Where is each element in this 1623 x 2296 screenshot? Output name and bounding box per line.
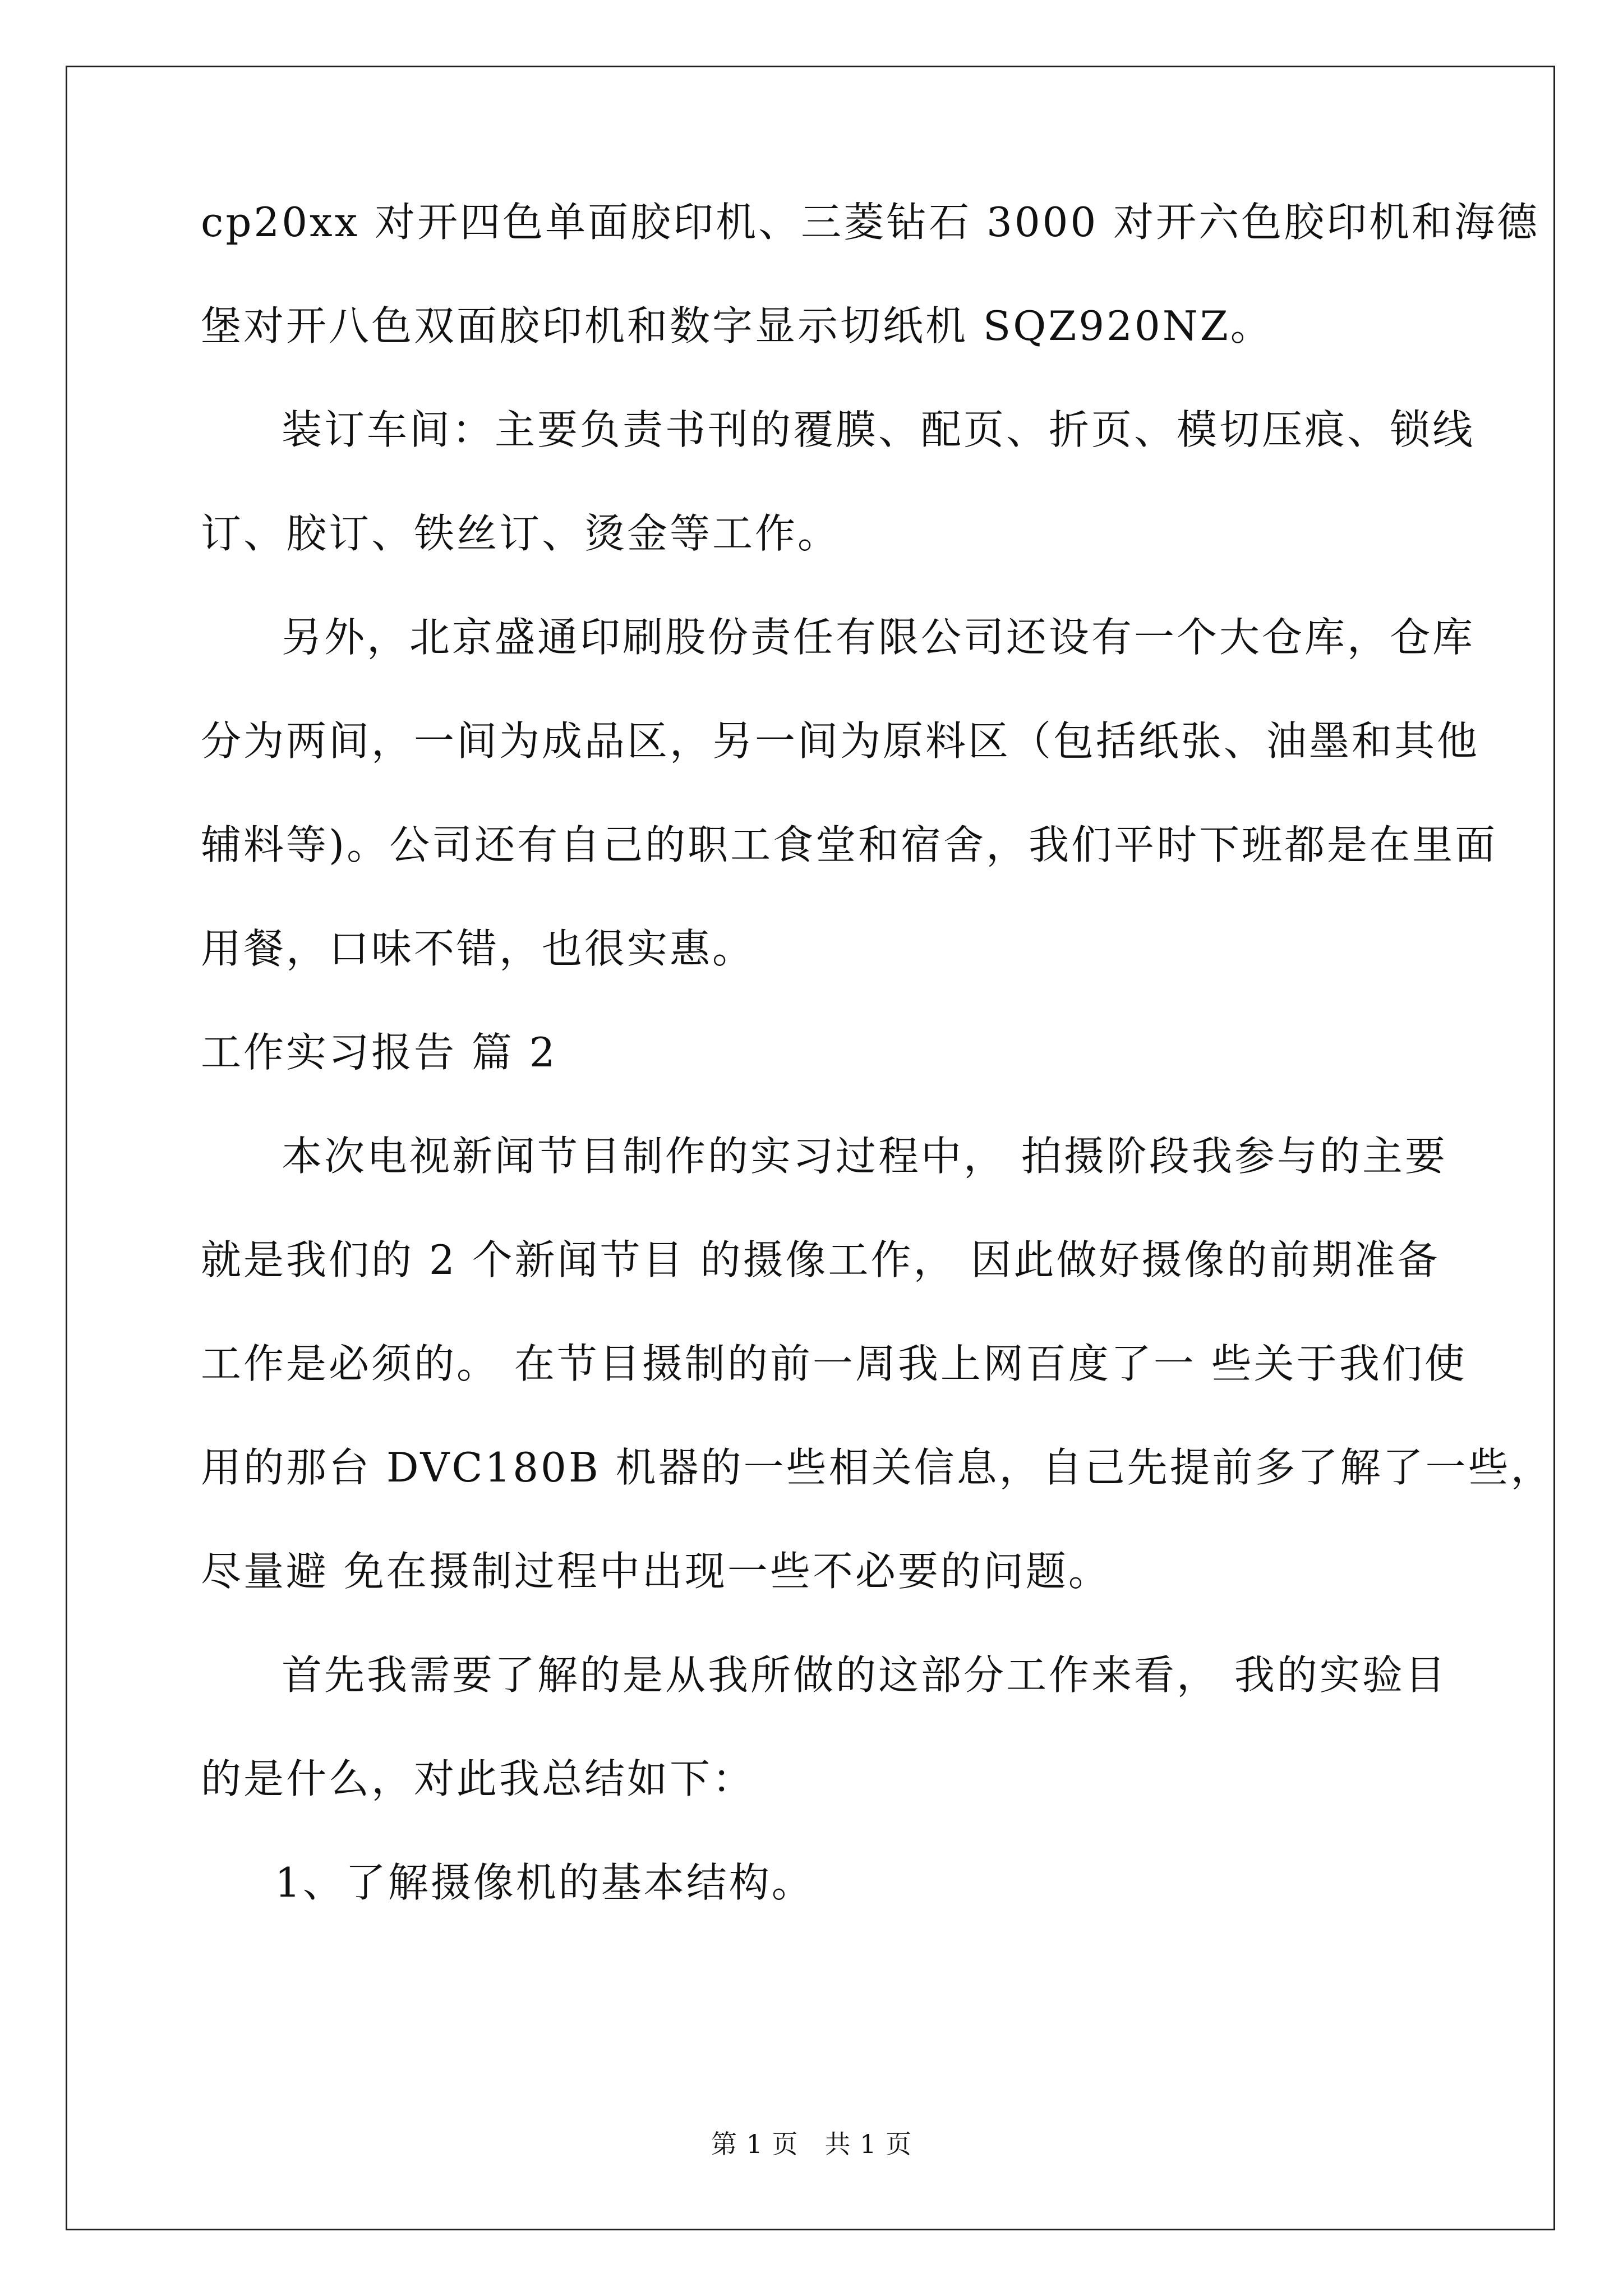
text-line-8: 用餐，口味不错，也很实惠。	[201, 925, 755, 972]
text-line-4: 订、胶订、铁丝订、烫金等工作。	[201, 510, 841, 557]
text-line-3: 装订车间：主要负责书刊的覆膜、配页、折页、模切压痕、锁线	[282, 406, 1476, 453]
text-line-5: 另外，北京盛通印刷股份责任有限公司还设有一个大仓库，仓库	[282, 614, 1476, 661]
text-line-2: 堡对开八色双面胶印机和数字显示切纸机 SQZ920NZ。	[201, 302, 1273, 349]
text-line-10: 本次电视新闻节目制作的实习过程中， 拍摄阶段我参与的主要	[282, 1133, 1447, 1180]
text-line-6: 分为两间，一间为成品区，另一间为原料区（包括纸张、油墨和其他	[201, 717, 1480, 765]
text-line-14: 尽量避 免在摄制过程中出现一些不必要的问题。	[201, 1548, 1111, 1595]
text-line-17: 1、了解摄像机的基本结构。	[275, 1859, 814, 1906]
text-line-16: 的是什么，对此我总结如下：	[201, 1755, 755, 1802]
text-line-15: 首先我需要了解的是从我所做的这部分工作来看， 我的实验目	[282, 1651, 1447, 1699]
text-line-7: 辅料等)。公司还有自己的职工食堂和宿舍，我们平时下班都是在里面	[201, 821, 1498, 868]
text-line-11: 就是我们的 2 个新闻节目 的摄像工作， 因此做好摄像的前期准备	[201, 1236, 1440, 1283]
text-line-13: 用的那台 DVC180B 机器的一些相关信息，自己先提前多了解了一些，	[201, 1444, 1553, 1491]
section-heading: 工作实习报告 篇 2	[201, 1029, 557, 1076]
text-line-1: cp20xx 对开四色单面胶印机、三菱钻石 3000 对开六色胶印机和海德	[201, 199, 1540, 246]
page-footer: 第 1 页 共 1 页	[711, 2129, 912, 2159]
text-line-12: 工作是必须的。 在节目摄制的前一周我上网百度了一 些关于我们使	[201, 1340, 1467, 1387]
